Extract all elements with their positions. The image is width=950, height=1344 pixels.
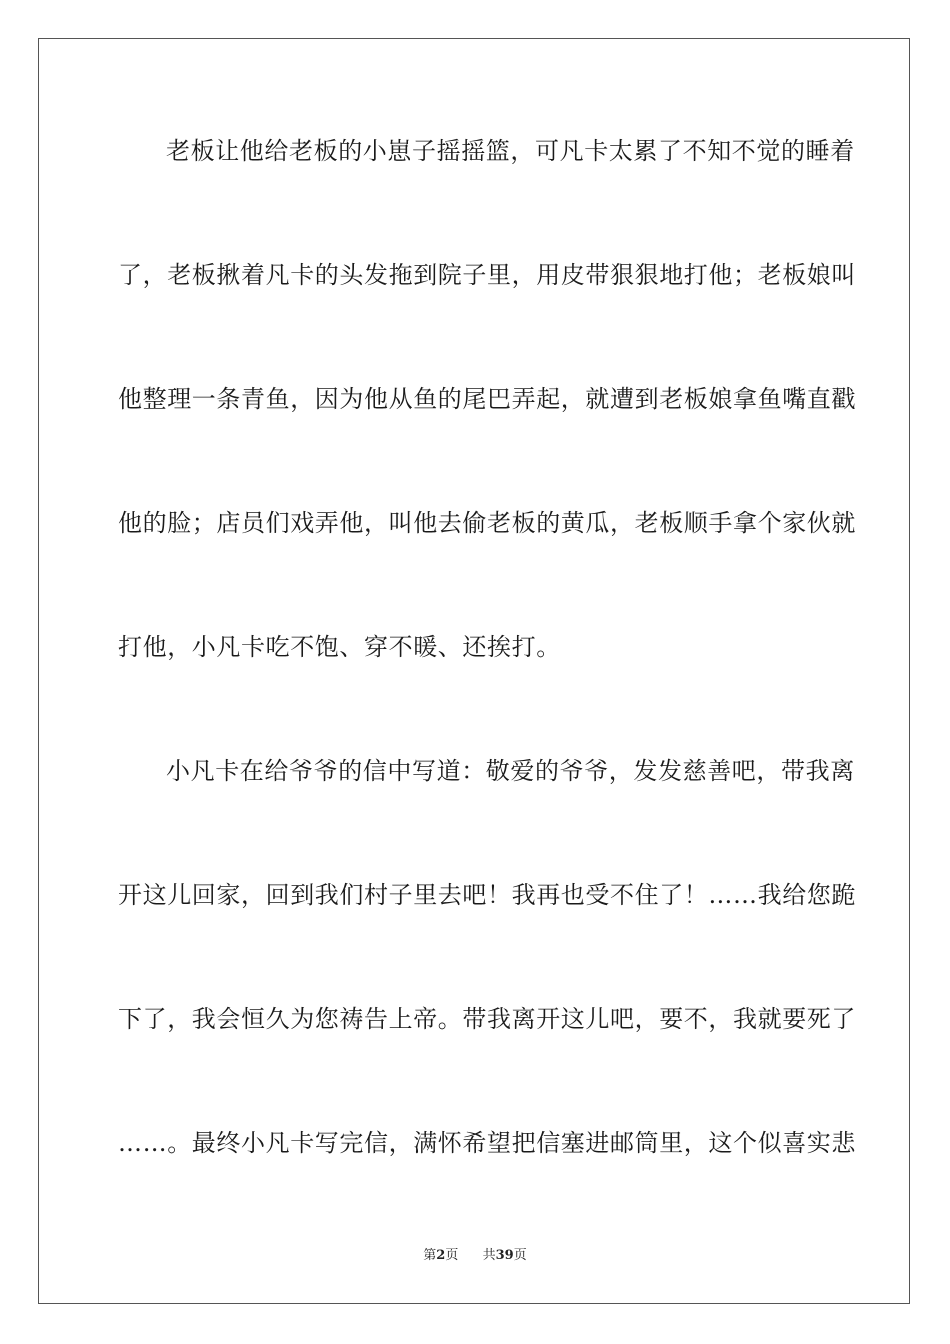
page-border (38, 38, 910, 1304)
paragraph-1-line-2: 了，老板揪着凡卡的头发拖到院子里，用皮带狠狠地打他；老板娘叫 (118, 261, 856, 289)
total-prefix: 共 (482, 1248, 496, 1263)
total-pages-label (483, 1248, 527, 1263)
paragraph-2-line-4: ……。最终小凡卡写完信，满怀希望把信塞进邮筒里，这个似喜实悲 (118, 1129, 856, 1157)
page-number-label (423, 1248, 462, 1263)
paragraph-2-line-1: 小凡卡在给爷爷的信中写道：敬爱的爷爷，发发慈善吧，带我离 (166, 757, 855, 785)
page-suffix: 页 (445, 1248, 459, 1263)
page-number: 2 (436, 1248, 446, 1263)
page-footer (0, 1247, 950, 1265)
paragraph-1-line-4: 他的脸；店员们戏弄他，叫他去偷老板的黄瓜，老板顺手拿个家伙就 (118, 509, 856, 537)
total-suffix: 页 (513, 1248, 527, 1263)
paragraph-1-line-3: 他整理一条青鱼，因为他从鱼的尾巴弄起，就遭到老板娘拿鱼嘴直戳 (118, 385, 856, 413)
page-prefix: 第 (423, 1248, 437, 1263)
paragraph-2-line-2: 开这儿回家，回到我们村子里去吧！我再也受不住了！……我给您跪 (118, 881, 856, 909)
paragraph-1-line-1: 老板让他给老板的小崽子摇摇篮，可凡卡太累了不知不觉的睡着 (166, 137, 855, 165)
paragraph-1-line-5: 打他，小凡卡吃不饱、穿不暖、还挨打。 (118, 633, 561, 661)
paragraph-2-line-3: 下了，我会恒久为您祷告上帝。带我离开这儿吧，要不，我就要死了 (118, 1005, 856, 1033)
total-pages: 39 (495, 1248, 514, 1263)
